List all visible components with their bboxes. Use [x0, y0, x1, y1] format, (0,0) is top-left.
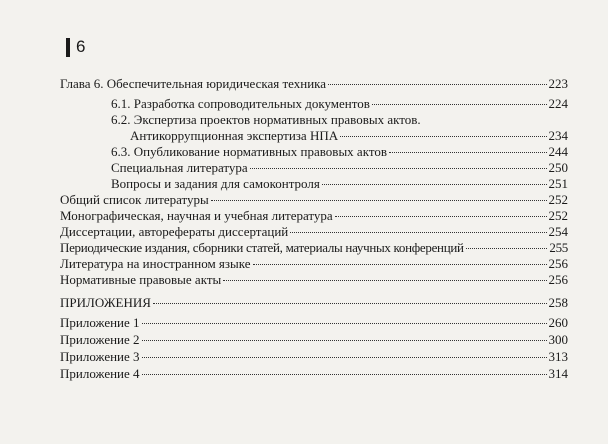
- toc-entry-title: Приложение 2: [60, 332, 140, 347]
- toc-entry-foreign-literature: [60, 256, 568, 272]
- toc-leader-dots: [335, 216, 547, 217]
- toc-leader-dots: [466, 248, 548, 249]
- toc-leader-dots: [142, 357, 547, 358]
- toc-entry-page: 254: [548, 224, 568, 239]
- toc-entry-6-1: [111, 96, 568, 112]
- toc-entry-page: 252: [548, 208, 568, 223]
- toc-entry-title: Антикоррупционная экспертиза НПА: [130, 128, 339, 143]
- toc-entry-periodicals: [60, 240, 568, 256]
- toc-entry-page: 313: [548, 349, 568, 364]
- toc-entry-title: ПРИЛОЖЕНИЯ: [60, 295, 151, 310]
- toc-entry-page: 256: [548, 256, 568, 271]
- toc-leader-dots: [389, 152, 547, 153]
- toc-entry-page: 314: [548, 366, 568, 381]
- toc-leader-dots: [211, 200, 547, 201]
- toc-entry-title: Периодические издания, сборники статей, материалы научных конференций: [60, 240, 464, 255]
- toc-entry-title: Глава 6. Обеспечительная юридическая техника: [60, 76, 327, 91]
- toc-leader-dots: [142, 374, 547, 375]
- toc-entry-monographs: [60, 208, 568, 224]
- toc-entry-appendix-3: [60, 349, 568, 365]
- toc-entry-page: 223: [548, 76, 568, 91]
- toc-entry-title: Приложение 3: [60, 349, 140, 364]
- toc-entry-page: 255: [549, 240, 568, 255]
- toc-entry-title: 6.3. Опубликование нормативных правовых актов: [111, 144, 387, 159]
- toc-entry-page: 300: [548, 332, 568, 347]
- toc-leader-dots: [223, 280, 546, 281]
- toc-entry-general-literature: [60, 192, 568, 208]
- toc-entry-dissertations: [60, 224, 568, 240]
- toc-entry-appendix-1: [60, 315, 568, 331]
- toc-leader-dots: [372, 104, 547, 105]
- toc-leader-dots: [250, 168, 547, 169]
- toc-entry-6-2: [111, 112, 421, 128]
- page-number: 6: [66, 37, 85, 57]
- toc-entry-title: Общий список литературы: [60, 192, 209, 207]
- toc-entry-appendix-2: [60, 332, 568, 348]
- toc-entry-page: 234: [548, 128, 568, 143]
- toc-entry-title: Приложение 1: [60, 315, 140, 330]
- toc-entry-normative-acts: [60, 272, 568, 288]
- toc-entry-title: Нормативные правовые акты: [60, 272, 222, 287]
- toc-entry-title: 6.1. Разработка сопроводительных документов: [111, 96, 370, 111]
- toc-entry-appendices: [60, 295, 568, 311]
- toc-entry-page: 260: [548, 315, 568, 330]
- toc-entry-page: 250: [548, 160, 568, 175]
- toc-leader-dots: [253, 264, 547, 265]
- toc-entry-title: 6.2. Экспертиза проектов нормативных правовых актов.: [111, 112, 421, 127]
- toc-entry-6-2-cont: [130, 128, 568, 144]
- toc-entry-chapter-6: [60, 76, 568, 92]
- toc-entry-6-3: [111, 144, 568, 160]
- toc-entry-questions: [111, 176, 568, 192]
- toc-entry-title: Специальная литература: [111, 160, 248, 175]
- toc-entry-page: 256: [548, 272, 568, 287]
- toc-entry-page: 244: [548, 144, 568, 159]
- toc-leader-dots: [290, 232, 546, 233]
- toc-leader-dots: [328, 84, 546, 85]
- toc-leader-dots: [142, 340, 547, 341]
- toc-leader-dots: [322, 184, 547, 185]
- toc-entry-title: Литература на иностранном языке: [60, 256, 251, 271]
- toc-entry-page: 252: [548, 192, 568, 207]
- toc-entry-page: 251: [548, 176, 568, 191]
- toc-leader-dots: [340, 136, 546, 137]
- toc-entry-title: Вопросы и задания для самоконтроля: [111, 176, 320, 191]
- toc-leader-dots: [142, 323, 547, 324]
- toc-leader-dots: [153, 303, 547, 304]
- toc-entry-special-literature: [111, 160, 568, 176]
- toc-entry-page: 224: [548, 96, 568, 111]
- toc-entry-title: Диссертации, авторефераты диссертаций: [60, 224, 289, 239]
- toc-entry-title: Монографическая, научная и учебная литература: [60, 208, 333, 223]
- toc-entry-page: 258: [548, 295, 568, 310]
- toc-entry-title: Приложение 4: [60, 366, 140, 381]
- toc-entry-appendix-4: [60, 366, 568, 382]
